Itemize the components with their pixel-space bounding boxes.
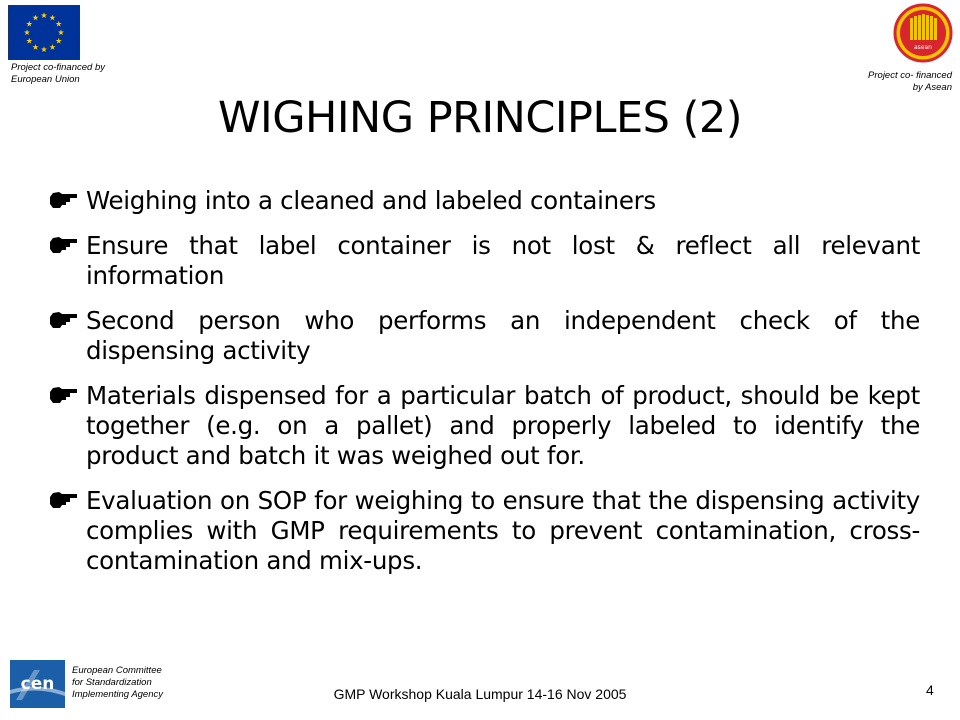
eu-cofinance-caption <box>11 62 105 86</box>
bullet-item <box>48 306 920 366</box>
pointing-hand-icon <box>48 491 78 511</box>
bullet-text: Weighing into a cleaned and labeled containers <box>86 186 656 215</box>
bullet-item <box>48 186 920 216</box>
bullet-item <box>48 381 920 471</box>
eu-caption-line: Project co-financed by <box>11 62 105 73</box>
page-number: 4 <box>926 682 934 698</box>
bullet-list <box>48 186 920 591</box>
cen-caption-line: for Standardization <box>72 677 152 688</box>
eu-flag-icon <box>8 5 80 60</box>
pointing-hand-icon <box>48 236 78 256</box>
cen-caption-line: Implementing Agency <box>72 689 164 700</box>
eu-caption-line: European Union <box>11 74 80 85</box>
cen-caption-line: European Committee <box>72 665 162 676</box>
bullet-text: Ensure that label container is not lost & reflect all relevant information <box>86 231 920 290</box>
bullet-item <box>48 231 920 291</box>
asean-logo-text: asean <box>914 44 932 51</box>
pointing-hand-icon <box>48 386 78 406</box>
cen-logo-text: cen <box>20 674 55 694</box>
asean-caption-line: by Asean <box>912 82 952 93</box>
bullet-text: Evaluation on SOP for weighing to ensure that the dispensing activity complies with GMP requirements to prevent contamination, cross-contamination and mix-ups. <box>86 486 920 575</box>
pointing-hand-icon <box>48 191 78 211</box>
slide-title: WIGHING PRINCIPLES (2) <box>218 93 742 143</box>
bullet-item <box>48 486 920 576</box>
workshop-footer: GMP Workshop Kuala Lumpur 14-16 Nov 2005 <box>333 686 627 702</box>
asean-logo-icon <box>893 3 953 63</box>
bullet-text: Materials dispensed for a particular batch of product, should be kept together (e.g. on a pallet) and properly labeled to identify the product and batch it was weighed out for. <box>86 381 920 470</box>
pointing-hand-icon <box>48 311 78 331</box>
bullet-text: Second person who performs an independent check of the dispensing activity <box>86 306 920 365</box>
asean-caption-line: Project co- financed <box>868 70 952 81</box>
